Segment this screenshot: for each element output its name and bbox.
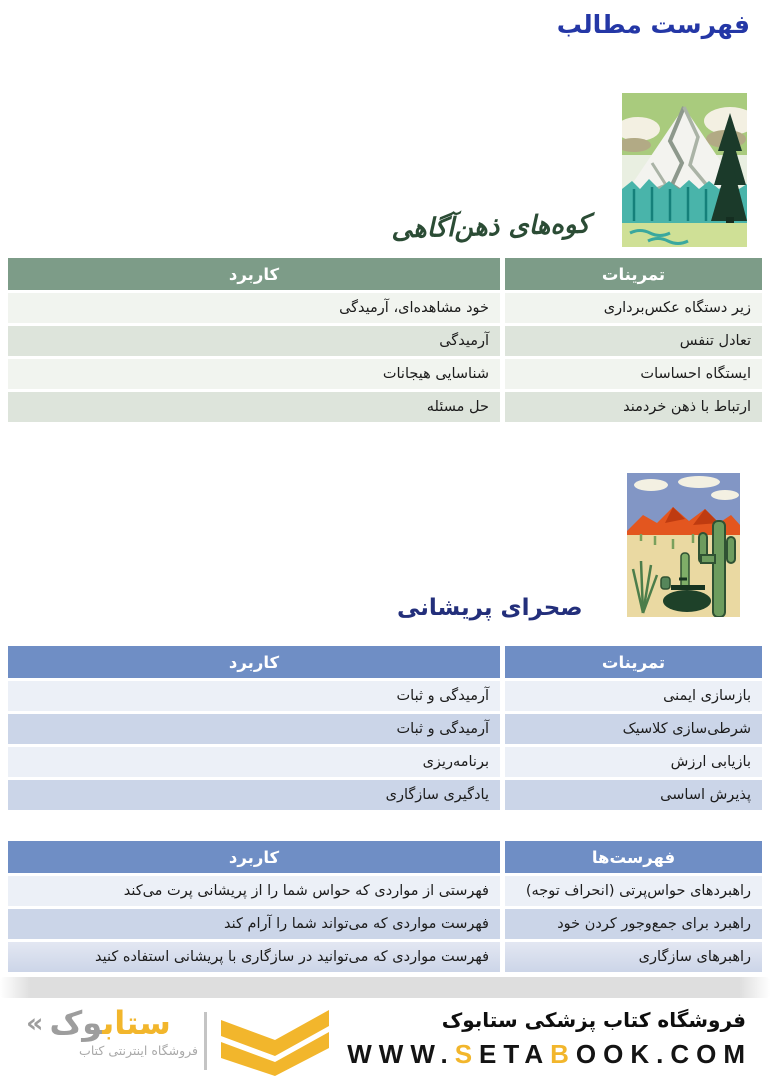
table-header-row <box>8 841 762 873</box>
table-row <box>8 909 762 939</box>
application-cell: فهرست مواردی که می‌تواند شما را آرام کند <box>8 909 500 939</box>
application-cell: آرمیدگی و ثبات <box>8 681 500 711</box>
logo-divider <box>204 1012 207 1070</box>
application-cell: یادگیری سازگاری <box>8 780 500 810</box>
list-name-cell: راهبردهای حواس‌پرتی (انحراف توجه) <box>505 876 762 906</box>
header-exercises: تمرینات <box>505 258 762 290</box>
table-row <box>8 326 762 356</box>
application-cell: حل مسئله <box>8 392 500 422</box>
table-row <box>8 714 762 744</box>
logo-wordmark <box>49 1006 170 1041</box>
mindfulness-table <box>8 258 762 425</box>
list-name-cell: راهبرهای سازگاری <box>505 942 762 972</box>
table-row <box>8 681 762 711</box>
list-name-cell: راهبرد برای جمع‌وجور کردن خود <box>505 909 762 939</box>
exercise-cell: بازسازی ایمنی <box>505 681 762 711</box>
setabook-logo <box>26 1006 198 1058</box>
website-part-gold: S <box>454 1039 480 1069</box>
header-application: کاربرد <box>8 258 500 290</box>
footer <box>0 998 770 1080</box>
website-part: ETA <box>479 1039 551 1069</box>
setabook-emblem-icon <box>219 1004 331 1076</box>
application-cell: آرمیدگی و ثبات <box>8 714 500 744</box>
page-edge-shadow <box>0 977 770 998</box>
exercise-cell: تعادل تنفس <box>505 326 762 356</box>
exercise-cell: شرطی‌سازی کلاسیک <box>505 714 762 744</box>
header-lists: فهرست‌ها <box>505 841 762 873</box>
application-cell: برنامه‌ریزی <box>8 747 500 777</box>
page-title: فهرست مطالب <box>556 10 750 39</box>
table-row <box>8 876 762 906</box>
application-cell: شناسایی هیجانات <box>8 359 500 389</box>
section1-title: کوه‌های ذهن‌آگاهی <box>390 209 591 245</box>
exercise-cell: ارتباط با ذهن خردمند <box>505 392 762 422</box>
table-row <box>8 942 762 972</box>
website-part: WWW. <box>347 1039 455 1069</box>
lists-table <box>8 841 762 975</box>
table-row <box>8 747 762 777</box>
distress-table <box>8 646 762 813</box>
table-header-row <box>8 646 762 678</box>
table-row <box>8 392 762 422</box>
section2-title: صحرای پریشانی <box>397 595 583 621</box>
application-cell: آرمیدگی <box>8 326 500 356</box>
website-part-gold: B <box>550 1039 576 1069</box>
website-part: OOK.COM <box>575 1039 752 1069</box>
application-cell: فهرستی از مواردی که حواس شما را از پریشانی پرت می‌کند <box>8 876 500 906</box>
table-header-row <box>8 258 762 290</box>
table-row <box>8 293 762 323</box>
wordmark-gray: وک <box>49 1004 103 1042</box>
exercise-cell: ایستگاه احساسات <box>505 359 762 389</box>
store-name: فروشگاه کتاب پزشکی ستابوک <box>441 1008 746 1032</box>
table-row <box>8 780 762 810</box>
wordmark-yellow: ستاب <box>102 1004 171 1042</box>
table-row <box>8 359 762 389</box>
header-application: کاربرد <box>8 646 500 678</box>
desert-illustration <box>627 473 740 617</box>
exercise-cell: بازیابی ارزش <box>505 747 762 777</box>
exercise-cell: پذیرش اساسی <box>505 780 762 810</box>
exercise-cell: زیر دستگاه عکس‌برداری <box>505 293 762 323</box>
logo-tagline: فروشگاه اینترنتی کتاب <box>79 1043 198 1059</box>
header-application: کاربرد <box>8 841 500 873</box>
website-link[interactable] <box>347 1039 752 1070</box>
mountain-illustration <box>622 93 747 247</box>
header-exercises: تمرینات <box>505 646 762 678</box>
logo-chevron-icon: « <box>26 1008 44 1040</box>
application-cell: فهرست مواردی که می‌توانید در سازگاری با پریشانی استفاده کنید <box>8 942 500 972</box>
application-cell: خود مشاهده‌ای، آرمیدگی <box>8 293 500 323</box>
